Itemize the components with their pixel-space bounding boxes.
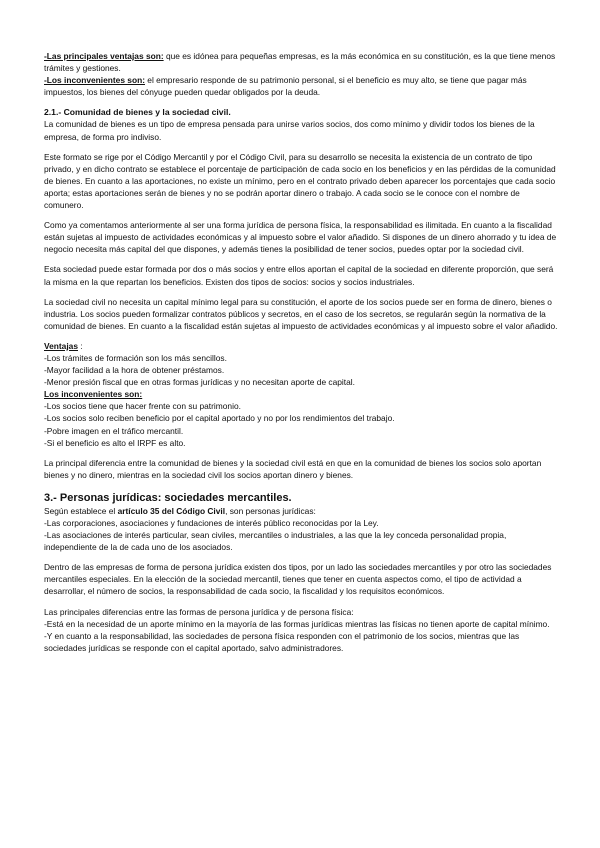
persona-juridica-item: -Las asociaciones de interés particular, sean civiles, mercantiles o industriales, a las que la ley conceda personalidad propia, independiente de la de cada uno de los asociados.: [44, 530, 507, 553]
ventajas-heading: [44, 340, 558, 352]
section-2-1-heading: 2.1.- Comunidad de bienes y la sociedad civil.: [44, 107, 231, 118]
inconvenientes-item: -Pobre imagen en el tráfico mercantil.: [44, 425, 184, 436]
section-2-1-paragraph-6: La principal diferencia entre la comunidad de bienes y la sociedad civil está en que en la comunidad de bienes los socios solo aportan bienes y no dinero, mientras en la sociedad civil los socios aportan dinero y bienes.: [44, 457, 542, 480]
inconvenientes-item: -Los socios tiene que hacer frente con su patrimonio.: [44, 401, 241, 412]
section-3-paragraph-1: Dentro de las empresas de forma de persona jurídica existen dos tipos, por un lado las sociedades mercantiles y por otro las sociedades mercantiles especiales. En la elección de la sociedad mercantil, tienes que tener en cuenta aspectos como, el tipo de actividad a desarrollar, el número de socios, la responsabilidad de cada socio, la fiscalidad y los requisitos económicos.: [44, 562, 552, 597]
intro-ventajas-label: -Las principales ventajas son:: [44, 51, 164, 61]
intro-inconvenientes: [44, 74, 558, 98]
section-2-1-paragraph-3: Como ya comentamos anteriormente al ser una forma jurídica de persona física, la responsabilidad es ilimitada. En cuanto a la fiscalidad están sujetas al impuesto de actividades económicas y al impuesto sobre el valor añadido. Si dispones de un dinero ahorrado y tu idea de negocio necesita más capital del que dispones, y además tienes la posibilidad de tener socios, puedes optar por la sociedad civil.: [44, 220, 557, 255]
section-3-paragraph-2: Las principales diferencias entre las formas de persona jurídica y de persona física:: [44, 606, 354, 617]
persona-juridica-item: -Las corporaciones, asociaciones y fundaciones de interés público reconocidas por la Ley.: [44, 518, 379, 528]
ventajas-item: -Mayor facilidad a la hora de obtener préstamos.: [44, 365, 225, 376]
ventajas-label: Ventajas: [44, 340, 78, 351]
section-2-1-paragraph-4: Esta sociedad puede estar formada por dos o más socios y entre ellos aportan el capital de la sociedad en diferente proporción, que será la misma en la que repartan los beneficios. Existen dos tipos de socios: socios y socios industriales.: [44, 264, 554, 287]
intro-ventajas: [44, 50, 558, 74]
section-3-intro-before: Según establece el: [44, 505, 118, 516]
intro-ventajas-text: que es idónea para pequeñas empresas, es la más económica en su constitución, es la que tiene menos trámites y gestiones.: [44, 51, 556, 74]
section-2-1-paragraph-5: La sociedad civil no necesita un capital mínimo legal para su constitución, el aporte de los socios puede ser en forma de dinero, bienes o industria. Los socios pueden formalizar contratos públicos y secretos, en el caso de los secretos, se regularán según la normativa de la comunidad de bienes. En cuanto a la fiscalidad están sujetas al impuesto de actividades económicas y al impuesto sobre el valor añadido.: [44, 296, 558, 331]
document-page: [44, 50, 558, 654]
inconvenientes-heading: Los inconvenientes son:: [44, 389, 143, 400]
section-2-1-paragraph-1: La comunidad de bienes es un tipo de empresa pensada para unirse varios socios, dos como mínimo y dividir todos los bienes de la empresa, de forma pro indiviso.: [44, 119, 535, 142]
section-3-intro: [44, 505, 558, 517]
section-3-heading: 3.- Personas jurídicas: sociedades mercantiles.: [44, 491, 292, 504]
difference-item: -Está en la necesidad de un aporte mínimo en la mayoría de las formas jurídicas mientras las físicas no tienen aporte de capital mínimo.: [44, 618, 550, 629]
intro-inconvenientes-text: el empresario responde de su patrimonio personal, si el beneficio es muy alto, se tiene que pagar más impuestos, los bienes del cónyuge pueden quedar obligados por la deuda.: [44, 75, 527, 98]
ventajas-colon: :: [78, 340, 83, 351]
intro-inconvenientes-label: -Los inconvenientes son:: [44, 75, 145, 86]
inconvenientes-item: -Si el beneficio es alto el IRPF es alto.: [44, 437, 186, 448]
section-3-intro-after: , son personas jurídicas:: [225, 505, 316, 516]
difference-item: -Y en cuanto a la responsabilidad, las sociedades de persona física responden con el patrimonio de los socios, mientras que las sociedades jurídicas se responde con el capital aportado, salvo administradores.: [44, 630, 520, 653]
ventajas-item: -Los trámites de formación son los más sencillos.: [44, 352, 227, 363]
section-2-1-paragraph-2: Este formato se rige por el Código Mercantil y por el Código Civil, para su desarrollo se necesita la existencia de un contrato de tipo privado, y en dicho contrato se establece el porcentaje de participación de cada socio en los beneficios y en las pérdidas de la comunidad de bienes. En cuanto a las aportaciones, no existe un mínimo, pero en el contrato privado deben aparecer los porcentajes que cada socio aporta; estas aportaciones serán de bienes y no se podrán aportar dinero o trabajo. A cada socio se le conoce con el nombre de comunero.: [44, 151, 556, 211]
inconvenientes-item: -Los socios solo reciben beneficio por el capital aportado y no por los rendimientos del trabajo.: [44, 413, 395, 424]
ventajas-item: -Menor presión fiscal que en otras formas jurídicas y no necesitan aporte de capital.: [44, 377, 355, 388]
section-3-intro-bold: artículo 35 del Código Civil: [117, 505, 226, 516]
